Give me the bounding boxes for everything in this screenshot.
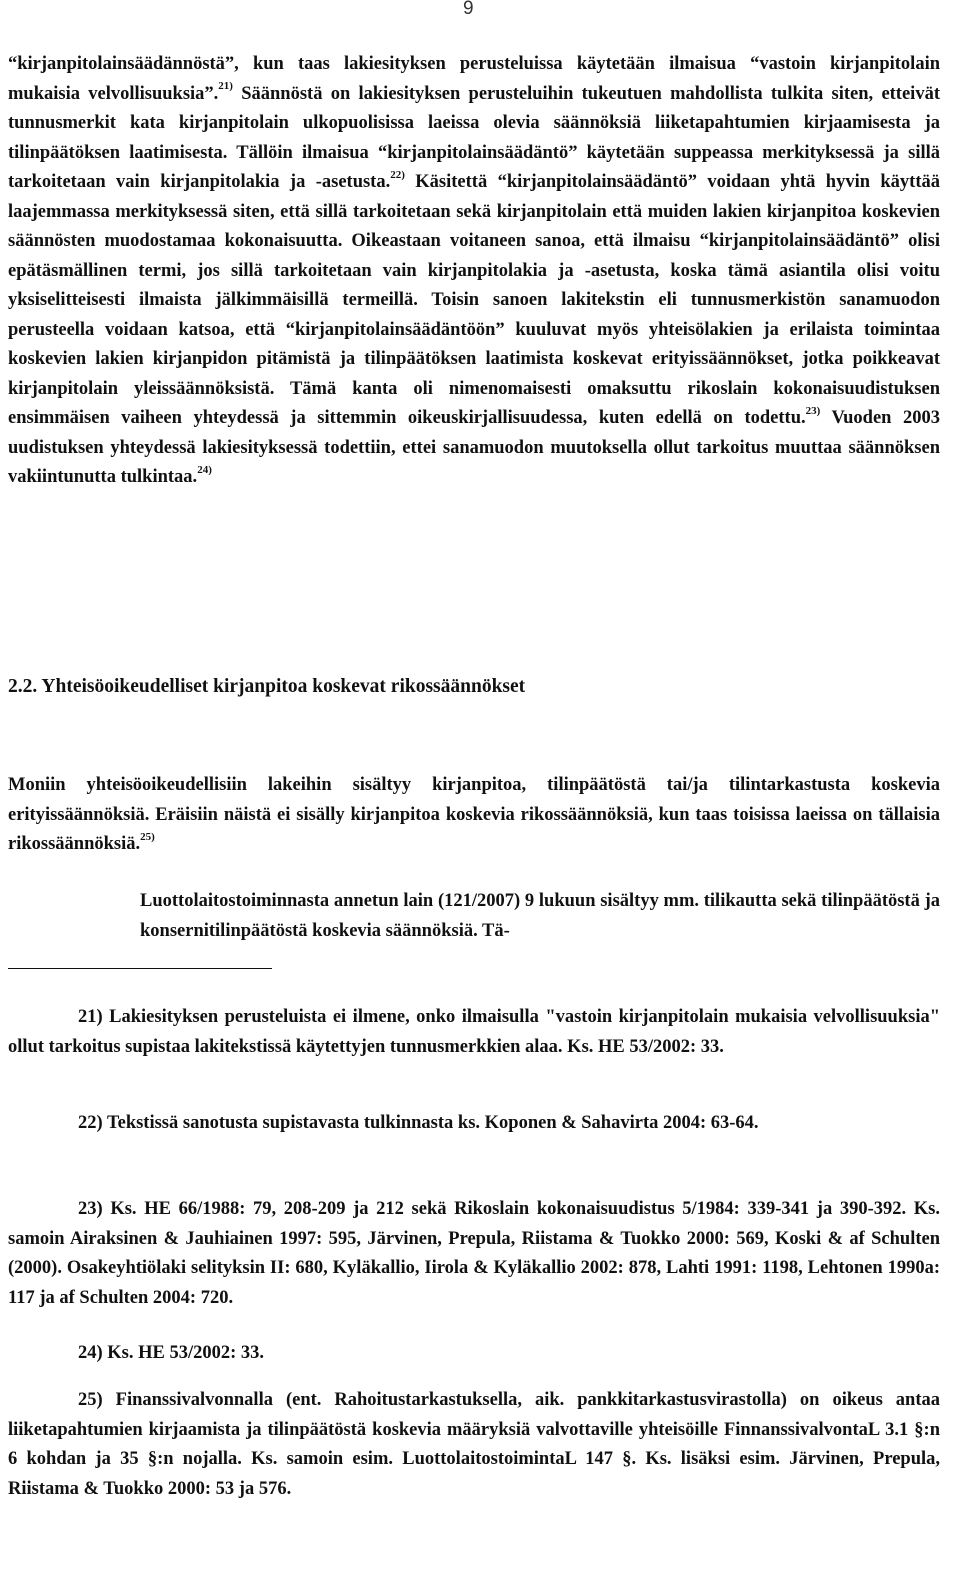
footnote-number: 25) xyxy=(78,1390,103,1410)
footnote-21 xyxy=(8,1003,940,1062)
footnote-ref-24[interactable]: 24) xyxy=(197,463,212,476)
footnote-ref-21[interactable]: 21) xyxy=(218,80,233,93)
quote-paragraph: Luottolaitostoiminnasta annetun lain (121/2007) 9 lukuun sisältyy mm. tilikautta sekä tilinpäätöstä ja konsernitilinpäätöstä koskevia säännöksiä. Tä- xyxy=(140,891,940,941)
footnote-number: 22) xyxy=(78,1113,103,1133)
footnote-24 xyxy=(8,1339,940,1369)
footnote-25 xyxy=(8,1386,940,1504)
footnote-22 xyxy=(8,1109,940,1139)
footnote-text: Ks. HE 53/2002: 33. xyxy=(107,1343,265,1363)
page-number: 9 xyxy=(463,0,474,19)
footnote-text: Ks. HE 66/1988: 79, 208-209 ja 212 sekä Rikoslain kokonaisuudistus 5/1984: 339-341 ja 390-392. Ks. samoin Airaksinen & Jauhiainen 1997: 595, Järvinen, Prepula, Riistama & Tuokko 2000: 569, Koski & af Schulten (2000). Osakeyhtiölaki selityksin II: 680, Kyläkallio, Iirola & Kyläkallio 2002: 878, Lahti 1991: 1198, Lehtonen 1990a: 117 ja af Schulten 2004: 720. xyxy=(8,1199,940,1308)
footnote-23 xyxy=(8,1195,940,1313)
main-paragraph xyxy=(8,50,940,493)
footnote-ref-22[interactable]: 22) xyxy=(390,168,405,181)
footnote-number: 24) xyxy=(78,1343,103,1363)
footnote-divider xyxy=(8,968,272,969)
intro-paragraph xyxy=(8,771,940,860)
footnote-text: Lakiesityksen perusteluista ei ilmene, onko ilmaisulla "vastoin kirjanpitolain mukaisia velvollisuuksia" ollut tarkoitus supistaa lakitekstissä käytettyjen tunnusmerkkien alaa. Ks. HE 53/2002: 33. xyxy=(8,1007,940,1057)
footnote-ref-23[interactable]: 23) xyxy=(805,404,821,417)
intro-paragraph-text: Moniin yhteisöoikeudellisiin lakeihin sisältyy kirjanpitoa, tilinpäätöstä tai/ja tilintarkastusta koskevia erityissäännöksiä. Eräisiin näistä ei sisälly kirjanpitoa koskevia rikossäännöksiä, kun taas toisissa laeissa on tällaisia rikossäännöksiä. xyxy=(8,775,940,854)
footnote-number: 21) xyxy=(78,1007,103,1027)
footnote-ref-25[interactable]: 25) xyxy=(140,830,155,843)
footnote-number: 23) xyxy=(78,1199,103,1219)
main-paragraph-text-2: Säännöstä on lakiesityksen perusteluihin tukeutuen mahdollista tulkita siten, etteivät tunnusmerkit kata kirjanpitolain ulkopuolisissa laeissa olevia säännöksiä liiketapahtumien kirjaamisesta ja tilinpäätöksen laatimisesta. Tällöin ilmaisua “kirjanpitolainsäädäntö” käytetään suppeassa merkityksessä ja sillä tarkoitetaan vain kirjanpitolakia ja -asetusta. xyxy=(8,83,940,192)
main-paragraph-text-4: Vuoden 2003 uudistuksen yhteydessä lakiesityksessä todettiin, ettei sanamuodon muutoksella ollut tarkoitus muuttaa säännöksen vakiintunutta tulkintaa. xyxy=(8,408,941,487)
footnote-text: Finanssivalvonnalla (ent. Rahoitustarkastuksella, aik. pankkitarkastusvirastolla) on oikeus antaa liiketapahtumien kirjaamista ja tilinpäätöstä koskevia määryksiä valvottaville yhteisöille FinnanssivalvontaL 3.1 §:n 6 kohdan ja 35 §:n nojalla. Ks. samoin esim. LuottolaitostoimintaL 147 §. Ks. lisäksi esim. Järvinen, Prepula, Riistama & Tuokko 2000: 53 ja 576. xyxy=(8,1390,940,1499)
footnote-text: Tekstissä sanotusta supistavasta tulkinnasta ks. Koponen & Sahavirta 2004: 63-64. xyxy=(106,1113,759,1133)
section-heading: 2.2. Yhteisöoikeudelliset kirjanpitoa koskevat rikossäännökset xyxy=(8,676,526,697)
main-paragraph-text-3: Käsitettä “kirjanpitolainsäädäntö” voidaan yhtä hyvin käyttää laajemmassa merkityksessä siten, että sillä tarkoitetaan sekä kirjanpitolain että muiden lakien kirjanpitoa koskevien säännösten muodostamaa kokonaisuutta. Oikeastaan voitaneen sanoa, että ilmaisu “kirjanpitolainsäädäntö” olisi epätäsmällinen termi, jos sillä tarkoitetaan vain kirjanpitolakia ja -asetusta, koska tämä asiantila olisi voitu yksiselitteisesti ilmaista jälkimmäisillä termeillä. Toisin sanoen lakitekstin eli tunnusmerkistön sanamuodon perusteella voidaan katsoa, että “kirjanpitolainsäädäntöön” kuuluvat myös yhteisölakien ja erilaista toimintaa koskevien lakien kirjanpidon pitämistä ja tilinpäätöksen laatimista koskevat erityissäännökset, jotka poikkeavat kirjanpitolain yleissäännöksistä. Tämä kanta oli nimenomaisesti omaksuttu rikoslain kokonaisuudistuksen ensimmäisen vaiheen yhteydessä ja sittemmin oikeuskirjallisuudessa, kuten edellä on todettu. xyxy=(8,172,940,428)
main-paragraph-text-1: “kirjanpitolainsäädännöstä”, kun taas lakiesityksen perusteluissa käytetään ilmaisua “vastoin kirjanpitolain mukaisia velvollisuuksia”. xyxy=(8,54,940,104)
